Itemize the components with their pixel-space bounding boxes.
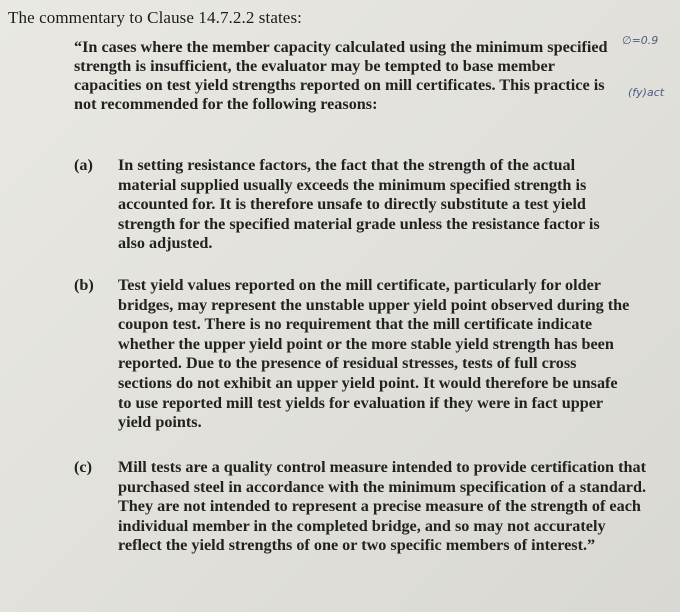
reason-marker: (b) [74,276,94,294]
handwritten-note-phi: ∅=0.9 [622,34,659,47]
reason-item-c [74,458,649,556]
handwritten-note-fy: (fy)act [628,86,665,99]
reason-item-b [74,276,634,433]
reason-text: In setting resistance factors, the fact that the strength of the actual material supplied usually exceeds the minimum specified strength is accounted for. It is therefore unsafe to directly substitute a test yield strength for the specified material grade unless the resistance factor is also adjusted. [118,156,600,253]
quote-intro: “In cases where the member capacity calculated using the minimum specified strength is insufficient, the evaluator may be tempted to base member capacities on test yield strengths reported on mill certificates. This practice is not recommended for the following reasons: [74,38,608,113]
reason-text: Test yield values reported on the mill certificate, particularly for older bridges, may represent the unstable upper yield point observed during the coupon test. There is no requirement that the mill certificate indicate whether the upper yield point or the more stable yield strength has been reported. Due to the presence of residual stresses, tests of full cross sections do not exhibit an upper yield point. It would therefore be unsafe to use reported mill test yields for evaluation if they were in fact upper yield points. [118,276,630,432]
reason-text: Mill tests are a quality control measure intended to provide certification that purchased steel in accordance with the minimum specification of a standard. They are not intended to represent a precise measure of the strength of each individual member in the completed bridge, and so may not accurately reflect the yield strengths of one or two specific members of interest.” [118,458,647,555]
reason-marker: (a) [74,156,93,174]
reason-marker: (c) [74,458,92,476]
commentary-heading: The commentary to Clause 14.7.2.2 states: [8,8,302,27]
reason-item-a [74,156,604,254]
